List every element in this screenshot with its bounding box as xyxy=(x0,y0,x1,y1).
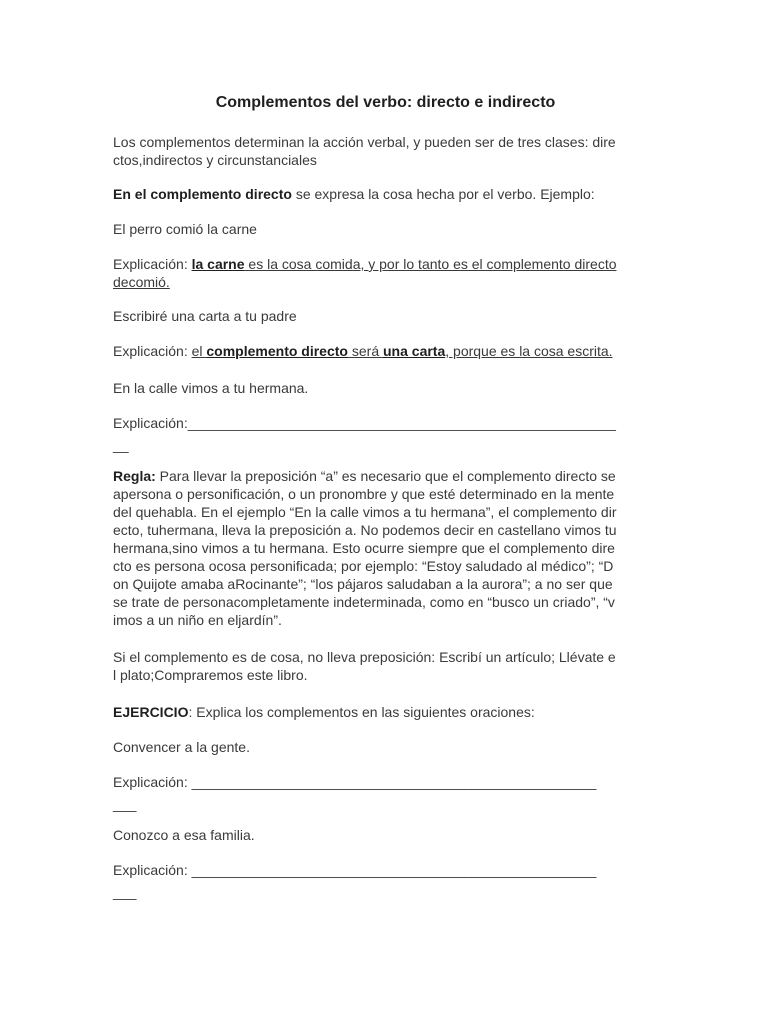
example-3: En la calle vimos a tu hermana. xyxy=(113,380,309,396)
page-title: Complementos del verbo: directo e indirecto xyxy=(215,94,556,111)
regla-paragraph xyxy=(113,467,658,629)
explanation-5 xyxy=(113,861,658,901)
regla-line-3: del quehabla. En el ejemplo “En la calle vimos a tu hermana”, el complemento dir xyxy=(113,504,617,520)
example-2: Escribiré una carta a tu padre xyxy=(113,308,297,324)
explanation-2-prefix: Explicación: xyxy=(113,343,192,359)
exercise-1: Convencer a la gente. xyxy=(113,739,250,755)
explanation-3-line-2: __ xyxy=(113,437,129,453)
regla-line-1: Para llevar la preposición “a” es necesario que el complemento directo se xyxy=(155,468,616,484)
regla-line-2: apersona o personificación, o un pronombre y que esté determinado en la mente xyxy=(113,486,615,502)
ejercicio-paragraph xyxy=(113,703,658,721)
explanation-2-bold-2: una carta xyxy=(383,343,446,359)
explanation-5-line-2: ___ xyxy=(113,884,137,900)
explanation-3 xyxy=(113,414,658,454)
explanation-2-u3: , porque es la cosa escrita. xyxy=(445,343,613,359)
explanation-2-u1: el xyxy=(191,343,207,359)
explanation-1-prefix: Explicación: xyxy=(113,256,192,272)
regla-line-5: hermana,sino vimos a tu hermana. Esto ocurre siempre que el complemento dire xyxy=(113,540,615,556)
exercise-2: Conozco a esa familia. xyxy=(113,827,255,843)
ejercicio-rest: : Explica los complementos en las siguientes oraciones: xyxy=(188,704,535,720)
directo-rest: se expresa la cosa hecha por el verbo. Ejemplo: xyxy=(291,186,595,202)
regla-line-8: se trate de personacompletamente indeterminada, como en “busco un criado”, “v xyxy=(113,594,615,610)
explanation-1-line-2: decomió. xyxy=(113,274,170,290)
cosa-line-2: l plato;Compraremos este libro. xyxy=(113,667,308,683)
explanation-2-u2: será xyxy=(347,343,383,359)
explanation-3-line-1: Explicación:_______________________________________________________ xyxy=(113,415,616,431)
directo-paragraph xyxy=(113,185,658,203)
cosa-paragraph xyxy=(113,648,658,684)
example-1: El perro comió la carne xyxy=(113,221,257,237)
explanation-1-rest: es la cosa comida, y por lo tanto es el complemento directo xyxy=(244,256,617,272)
intro-line-1: Los complementos determinan la acción verbal, y pueden ser de tres clases: dire xyxy=(113,134,616,150)
ejercicio-label: EJERCICIO xyxy=(113,704,189,720)
explanation-1-bold: la carne xyxy=(191,256,245,272)
regla-line-7: on Quijote amaba aRocinante”; “los pájaros saludaban a la aurora”; a no ser que xyxy=(113,576,613,592)
regla-line-6: cto es persona ocosa personificada; por ejemplo: “Estoy saludado al médico”; “D xyxy=(113,558,614,574)
explanation-5-line-1: Explicación: ____________________________________________________ xyxy=(113,862,597,878)
explanation-4 xyxy=(113,773,658,813)
intro-line-2: ctos,indirectos y circunstanciales xyxy=(113,152,317,168)
directo-bold: En el complemento directo xyxy=(113,186,292,202)
regla-label: Regla: xyxy=(113,468,156,484)
regla-line-4: ecto, tuhermana, lleva la preposición a. No podemos decir en castellano vimos tu xyxy=(113,522,617,538)
intro-paragraph xyxy=(113,133,658,169)
explanation-2 xyxy=(113,342,658,360)
explanation-2-bold-1: complemento directo xyxy=(206,343,348,359)
regla-line-9: imos a un niño en eljardín”. xyxy=(113,612,282,628)
explanation-4-line-2: ___ xyxy=(113,796,137,812)
explanation-4-line-1: Explicación: ____________________________________________________ xyxy=(113,774,597,790)
cosa-line-1: Si el complemento es de cosa, no lleva preposición: Escribí un artículo; Llévate e xyxy=(113,649,616,665)
explanation-1 xyxy=(113,255,658,291)
